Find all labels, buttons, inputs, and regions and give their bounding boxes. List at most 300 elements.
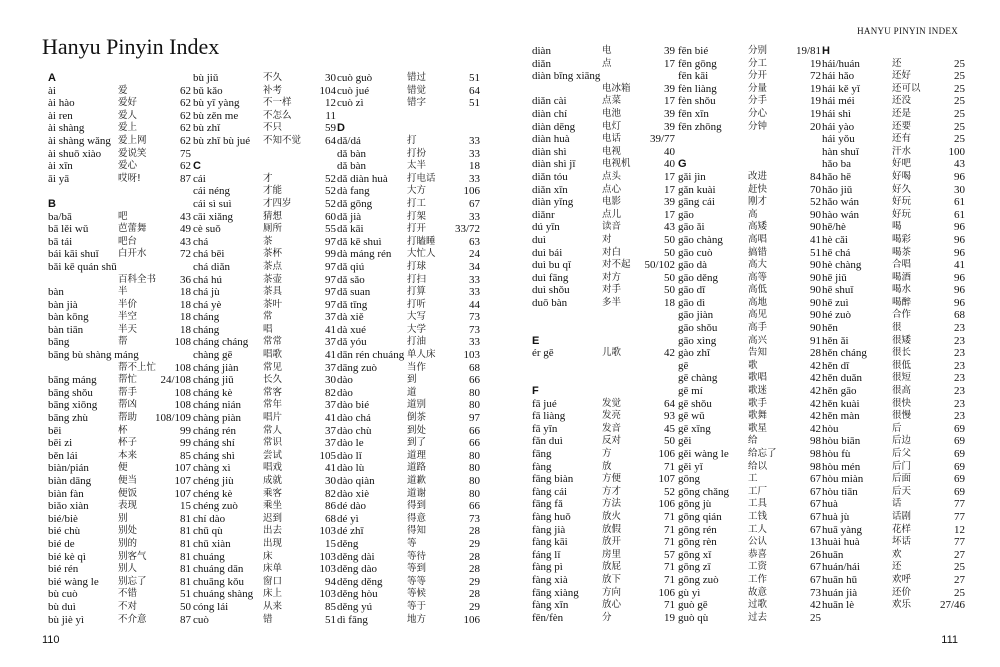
- index-entry: [193, 261, 336, 274]
- entry-pinyin: bàn tiān: [48, 323, 84, 336]
- entry-pinyin: chéng kè: [193, 487, 233, 500]
- entry-pinyin: diǎn tóu: [532, 170, 568, 183]
- index-entry: [337, 299, 480, 312]
- entry-page: 107: [174, 462, 191, 475]
- index-entry: [193, 588, 336, 601]
- index-entry: [337, 349, 480, 362]
- page-number-left: 110: [42, 634, 60, 646]
- entry-pinyin: ài shàng: [48, 122, 85, 135]
- index-entry: [337, 286, 480, 299]
- entry-pinyin: cái néng: [193, 185, 230, 198]
- index-entry: [822, 184, 965, 197]
- entry-page: 30: [325, 475, 336, 487]
- entry-hanzi: 点头: [602, 170, 622, 182]
- entry-hanzi: 高等: [748, 271, 768, 283]
- entry-page: 97: [325, 286, 336, 299]
- entry-page: 52: [810, 196, 821, 209]
- index-entry: [337, 399, 480, 412]
- entry-page: 80: [469, 399, 480, 412]
- entry-hanzi: 爱好: [118, 97, 138, 109]
- entry-pinyin: diǎn cài: [532, 95, 567, 108]
- index-entry: [337, 173, 480, 186]
- entry-pinyin: gōng zuò: [678, 573, 719, 586]
- index-entry: [822, 83, 965, 96]
- entry-hanzi: 高矮: [748, 221, 768, 233]
- index-entry: [193, 551, 336, 564]
- entry-page: 94: [325, 575, 336, 588]
- index-entry: [822, 549, 965, 562]
- entry-pinyin: diǎn xīn: [532, 183, 568, 196]
- entry-hanzi: 得到: [407, 500, 427, 512]
- entry-hanzi: 半空: [118, 311, 138, 323]
- index-entry: [337, 387, 480, 400]
- index-entry: [48, 387, 191, 400]
- entry-hanzi: 点菜: [602, 95, 622, 107]
- entry-hanzi: 别人: [118, 563, 138, 575]
- index-entry: [822, 309, 965, 322]
- entry-page: 87: [180, 613, 191, 626]
- entry-hanzi: 发亮: [602, 410, 622, 422]
- entry-page: 61: [954, 208, 965, 221]
- entry-page: 66: [469, 424, 480, 437]
- entry-pinyin: dào: [337, 374, 353, 387]
- entry-pinyin: duì: [532, 233, 547, 246]
- index-entry: [678, 45, 821, 58]
- entry-hanzi: 工资: [748, 561, 768, 573]
- entry-page: 71: [664, 561, 675, 574]
- entry-pinyin: cuò guò: [337, 72, 373, 84]
- index-entry: [337, 336, 480, 349]
- entry-hanzi: 喝酒: [892, 271, 912, 283]
- entry-hanzi: 放屁: [602, 561, 622, 573]
- entry-page: 50: [664, 435, 675, 448]
- entry-hanzi: 歌唱: [748, 372, 768, 384]
- entry-pinyin: diàn shì: [532, 145, 567, 158]
- entry-hanzi: 工具: [748, 498, 768, 510]
- entry-page: 99: [325, 248, 336, 261]
- entry-page: 51: [325, 613, 336, 626]
- entry-pinyin: bù jiǔ: [193, 72, 219, 84]
- entry-hanzi: 还没: [892, 95, 912, 107]
- index-entry: [532, 498, 675, 511]
- entry-hanzi: 大学: [407, 323, 427, 335]
- entry-pinyin: fēn zhōng: [678, 120, 722, 133]
- index-entry: [193, 500, 336, 513]
- index-entry: [678, 536, 821, 549]
- entry-pinyin: hái yǒu: [822, 133, 855, 146]
- entry-pinyin: gōng zī: [678, 561, 711, 574]
- entry-pinyin: fàng: [532, 460, 552, 473]
- index-entry: [193, 437, 336, 450]
- entry-hanzi: 高唱: [748, 233, 768, 245]
- entry-page: 66: [469, 500, 480, 513]
- entry-hanzi: 帮不上忙: [118, 361, 157, 373]
- entry-pinyin: bǔ kǎo: [193, 84, 223, 97]
- entry-page: 106: [463, 185, 480, 198]
- entry-hanzi: 唱戏: [263, 462, 283, 474]
- entry-pinyin: chū qù: [193, 525, 223, 538]
- entry-hanzi: 常人: [263, 424, 283, 436]
- entry-page: 30: [954, 183, 965, 196]
- entry-pinyin: duì fāng: [532, 271, 569, 284]
- index-entry: [193, 299, 336, 312]
- index-entry: [193, 362, 336, 375]
- entry-pinyin: bǎi kē quán shū: [48, 260, 117, 273]
- entry-pinyin: hē zuì: [822, 296, 849, 309]
- entry-page: 71: [664, 460, 675, 473]
- index-entry: [678, 410, 821, 423]
- entry-hanzi: 歌: [748, 359, 758, 371]
- entry-page: 19: [810, 107, 821, 120]
- entry-page: 43: [664, 221, 675, 234]
- entry-hanzi: 还好: [892, 70, 912, 82]
- index-entry: [193, 97, 336, 110]
- section-letter: C: [193, 160, 201, 173]
- entry-page: 30: [325, 72, 336, 84]
- entry-page: 107: [658, 473, 675, 486]
- entry-pinyin: hòu: [822, 422, 839, 435]
- index-entry: [678, 259, 821, 272]
- entry-hanzi: 本来: [118, 449, 138, 461]
- entry-page: 50: [664, 246, 675, 259]
- index-entry: [48, 475, 191, 488]
- index-entry: [337, 211, 480, 224]
- entry-hanzi: 迟到: [263, 512, 283, 524]
- entry-page: 52: [325, 197, 336, 210]
- section-spacer: [337, 110, 480, 123]
- index-entry: [532, 435, 675, 448]
- entry-hanzi: 表现: [118, 500, 138, 512]
- section-spacer: [48, 185, 191, 198]
- index-entry: [822, 511, 965, 524]
- index-entry: [822, 347, 965, 360]
- entry-hanzi: 打油: [407, 336, 427, 348]
- entry-pinyin: ài ren: [48, 109, 73, 122]
- entry-hanzi: 话剧: [892, 510, 912, 522]
- index-entry: [678, 209, 821, 222]
- entry-pinyin: bàn jià: [48, 298, 78, 311]
- entry-hanzi: 对: [602, 233, 612, 245]
- entry-page: 69: [954, 473, 965, 486]
- entry-page: 72: [810, 70, 821, 83]
- entry-page: 25: [954, 107, 965, 120]
- entry-page: 52: [325, 185, 336, 198]
- entry-hanzi: 电话: [602, 133, 622, 145]
- entry-pinyin: cuò zì: [337, 97, 364, 110]
- entry-hanzi: 很长: [892, 347, 912, 359]
- index-entry: [822, 574, 965, 587]
- index-entry: [822, 524, 965, 537]
- index-entry: [678, 58, 821, 71]
- entry-page: 100: [948, 145, 965, 158]
- entry-pinyin: duì bái: [532, 246, 563, 259]
- entry-pinyin: chá hú: [193, 273, 223, 286]
- index-entry: [193, 614, 336, 627]
- entry-hanzi: 放火: [602, 510, 622, 522]
- entry-pinyin: ba/bā: [48, 210, 72, 223]
- index-entry: [678, 322, 821, 335]
- index-entry: [337, 500, 480, 513]
- entry-page: 43: [180, 210, 191, 223]
- entry-page: 62: [180, 134, 191, 147]
- entry-page: 86: [325, 500, 336, 513]
- entry-hanzi: 喝: [892, 221, 902, 233]
- entry-page: 64: [469, 84, 480, 97]
- entry-hanzi: 欢呼: [892, 573, 912, 585]
- index-entry: [532, 549, 675, 562]
- index-entry: [48, 336, 191, 349]
- entry-hanzi: 高见: [748, 309, 768, 321]
- entry-hanzi: 高地: [748, 296, 768, 308]
- entry-page: 27/46: [939, 599, 965, 612]
- entry-page: 17: [664, 95, 675, 108]
- entry-pinyin: chàng gē: [193, 349, 233, 362]
- entry-page: 103: [463, 349, 480, 362]
- entry-pinyin: dǎ tīng: [337, 298, 368, 311]
- index-entry: [193, 563, 336, 576]
- entry-page: 80: [469, 462, 480, 475]
- index-entry: [532, 473, 675, 486]
- index-entry: [822, 486, 965, 499]
- entry-page: 19: [810, 57, 821, 70]
- entry-page: 27: [954, 548, 965, 561]
- index-entry: [337, 425, 480, 438]
- entry-pinyin: diàn dēng: [532, 120, 576, 133]
- entry-page: 42: [810, 410, 821, 423]
- index-entry: [532, 347, 675, 360]
- index-entry: [193, 538, 336, 551]
- entry-pinyin: gāo ǎi: [678, 221, 705, 234]
- entry-hanzi: 唱: [263, 323, 273, 335]
- entry-pinyin: ài hào: [48, 97, 75, 110]
- entry-pinyin: hěn dī: [822, 359, 850, 372]
- entry-pinyin: hái shì: [822, 107, 852, 120]
- index-entry: [678, 184, 821, 197]
- entry-pinyin: biàn dāng: [48, 475, 92, 487]
- entry-pinyin: ài: [48, 84, 56, 97]
- entry-hanzi: 还: [892, 561, 902, 573]
- index-entry: [193, 349, 336, 362]
- entry-page: 67: [469, 197, 480, 210]
- entry-hanzi: 等待: [407, 550, 427, 562]
- entry-page: 106: [658, 448, 675, 460]
- entry-page: 73: [810, 586, 821, 599]
- entry-pinyin: diǎnr: [532, 208, 555, 221]
- entry-pinyin: hòu biān: [822, 435, 861, 448]
- entry-pinyin: fāng biàn: [532, 473, 574, 486]
- entry-page: 51: [810, 246, 821, 259]
- entry-page: 103: [319, 563, 336, 576]
- entry-hanzi: 花样: [892, 523, 912, 535]
- entry-page: 42: [810, 385, 821, 398]
- index-entry: [193, 425, 336, 438]
- entry-pinyin: dà xué: [337, 323, 367, 336]
- entry-page: 67: [810, 573, 821, 586]
- entry-page: 90: [810, 309, 821, 322]
- index-entry: [48, 362, 191, 375]
- entry-pinyin: cuò jué: [337, 84, 370, 97]
- entry-hanzi: 还: [892, 57, 902, 69]
- entry-hanzi: 高低: [748, 284, 768, 296]
- entry-page: 90: [810, 208, 821, 221]
- index-entry: [678, 83, 821, 96]
- index-entry: [337, 462, 480, 475]
- entry-hanzi: 等候: [407, 588, 427, 600]
- section-spacer: [193, 148, 336, 161]
- entry-hanzi: 到: [407, 374, 417, 386]
- index-column-1: [48, 72, 191, 626]
- index-entry: [337, 148, 480, 161]
- index-entry: [48, 462, 191, 475]
- entry-page: 51: [469, 97, 480, 110]
- entry-pinyin: cháng jiàn: [193, 361, 239, 374]
- entry-pinyin: dǎ bàn: [337, 147, 367, 160]
- index-entry: [193, 576, 336, 589]
- index-entry: [532, 121, 675, 134]
- entry-hanzi: 喝水: [892, 284, 912, 296]
- entry-hanzi: 大写: [407, 311, 427, 323]
- entry-pinyin: dào bié: [337, 399, 370, 412]
- entry-pinyin: hē chá: [822, 246, 851, 259]
- entry-pinyin: chá diǎn: [193, 260, 230, 273]
- entry-hanzi: 后门: [892, 460, 912, 472]
- entry-hanzi: 等: [407, 537, 417, 549]
- entry-page: 42: [810, 397, 821, 410]
- index-entry: [678, 284, 821, 297]
- index-entry: [337, 475, 480, 488]
- entry-pinyin: gěi wàng le: [678, 448, 729, 460]
- entry-page: 17: [664, 170, 675, 183]
- entry-pinyin: dà fang: [337, 185, 370, 198]
- index-entry: [337, 261, 480, 274]
- section-spacer: [678, 146, 821, 159]
- entry-pinyin: dé zhī: [337, 525, 364, 538]
- entry-page: 55: [325, 223, 336, 236]
- entry-hanzi: 茶点: [263, 260, 283, 272]
- index-entry: [193, 525, 336, 538]
- entry-page: 12: [954, 523, 965, 536]
- entry-page: 68: [954, 309, 965, 322]
- index-entry: [193, 135, 336, 148]
- index-entry: [48, 236, 191, 249]
- entry-page: 17: [664, 57, 675, 70]
- entry-hanzi: 道路: [407, 462, 427, 474]
- entry-pinyin: dǎ yóu: [337, 336, 367, 349]
- index-entry: [532, 196, 675, 209]
- entry-hanzi: 常年: [263, 399, 283, 411]
- index-entry: [822, 398, 965, 411]
- entry-page: 103: [319, 525, 336, 538]
- index-column-3: [337, 72, 480, 626]
- entry-pinyin: děng dài: [337, 550, 375, 563]
- index-entry: [678, 372, 821, 385]
- entry-page: 49: [180, 223, 191, 236]
- entry-pinyin: dǎ suan: [337, 286, 371, 299]
- entry-hanzi: 给以: [748, 460, 768, 472]
- entry-pinyin: gāo děng: [678, 271, 719, 284]
- entry-pinyin: gōng: [678, 473, 700, 486]
- entry-page: 18: [180, 323, 191, 336]
- entry-page: 18: [469, 160, 480, 173]
- index-entry: [337, 525, 480, 538]
- entry-pinyin: dào xiè: [337, 487, 370, 500]
- entry-pinyin: fàng xīn: [532, 599, 569, 612]
- entry-pinyin: dǎ jià: [337, 210, 362, 223]
- entry-page: 108: [174, 399, 191, 412]
- index-entry: [48, 374, 191, 387]
- entry-hanzi: 高大: [748, 259, 768, 271]
- entry-pinyin: hái yào: [822, 120, 855, 133]
- entry-pinyin: biǎo xiàn: [48, 500, 89, 513]
- entry-page: 52: [664, 485, 675, 498]
- entry-pinyin: cái: [193, 172, 206, 185]
- entry-hanzi: 出现: [263, 537, 283, 549]
- entry-hanzi: 打球: [407, 260, 427, 272]
- entry-page: 68: [325, 512, 336, 525]
- index-entry: [678, 486, 821, 499]
- entry-pinyin: hàn shuǐ: [822, 145, 859, 158]
- entry-hanzi: 道别: [407, 399, 427, 411]
- entry-pinyin: hái hǎo: [822, 70, 855, 83]
- entry-page: 82: [325, 487, 336, 500]
- entry-page: 39: [664, 82, 675, 95]
- entry-hanzi: 杯子: [118, 437, 138, 449]
- index-entry: [193, 185, 336, 198]
- entry-hanzi: 得知: [407, 525, 427, 537]
- index-entry: [48, 261, 191, 274]
- entry-page: 90: [810, 296, 821, 309]
- entry-pinyin: hěn cháng: [822, 347, 867, 360]
- entry-pinyin: dǎ sǎo: [337, 273, 365, 286]
- index-entry: [678, 435, 821, 448]
- index-entry: [678, 561, 821, 574]
- entry-hanzi: 还要: [892, 120, 912, 132]
- entry-hanzi: 地方: [407, 613, 427, 625]
- entry-pinyin: dǎ diàn huà: [337, 172, 388, 185]
- index-entry: [822, 561, 965, 574]
- index-entry: [532, 58, 675, 71]
- entry-hanzi: 爱心: [118, 160, 138, 172]
- entry-page: 64: [325, 134, 336, 147]
- entry-hanzi: 到处: [407, 424, 427, 436]
- entry-hanzi: 半价: [118, 298, 138, 310]
- entry-hanzi: 欢乐: [892, 599, 912, 611]
- entry-pinyin: chuáng: [193, 550, 225, 563]
- entry-pinyin: hái/huán: [822, 57, 860, 70]
- index-entry: [193, 122, 336, 135]
- entry-pinyin: bái kāi shuǐ: [48, 248, 99, 261]
- entry-pinyin: chuāng kǒu: [193, 575, 245, 588]
- entry-pinyin: cè suǒ: [193, 223, 221, 236]
- entry-page: 28: [810, 347, 821, 360]
- entry-hanzi: 错: [263, 613, 273, 625]
- entry-hanzi: 不怎么: [263, 109, 292, 121]
- entry-pinyin: cháng: [193, 323, 220, 336]
- entry-page: 23: [954, 334, 965, 347]
- index-entry: [822, 95, 965, 108]
- index-entry: [822, 284, 965, 297]
- entry-hanzi: 成就: [263, 475, 283, 486]
- entry-hanzi: 帮凶: [118, 399, 138, 411]
- index-entry: [337, 576, 480, 589]
- entry-hanzi: 百科全书: [118, 273, 157, 285]
- entry-pinyin: dāng zuò: [337, 361, 378, 374]
- entry-page: 70: [810, 183, 821, 196]
- entry-page: 99: [180, 424, 191, 437]
- entry-hanzi: 床上: [263, 588, 283, 600]
- entry-pinyin: bāng: [48, 336, 70, 349]
- index-entry: [678, 234, 821, 247]
